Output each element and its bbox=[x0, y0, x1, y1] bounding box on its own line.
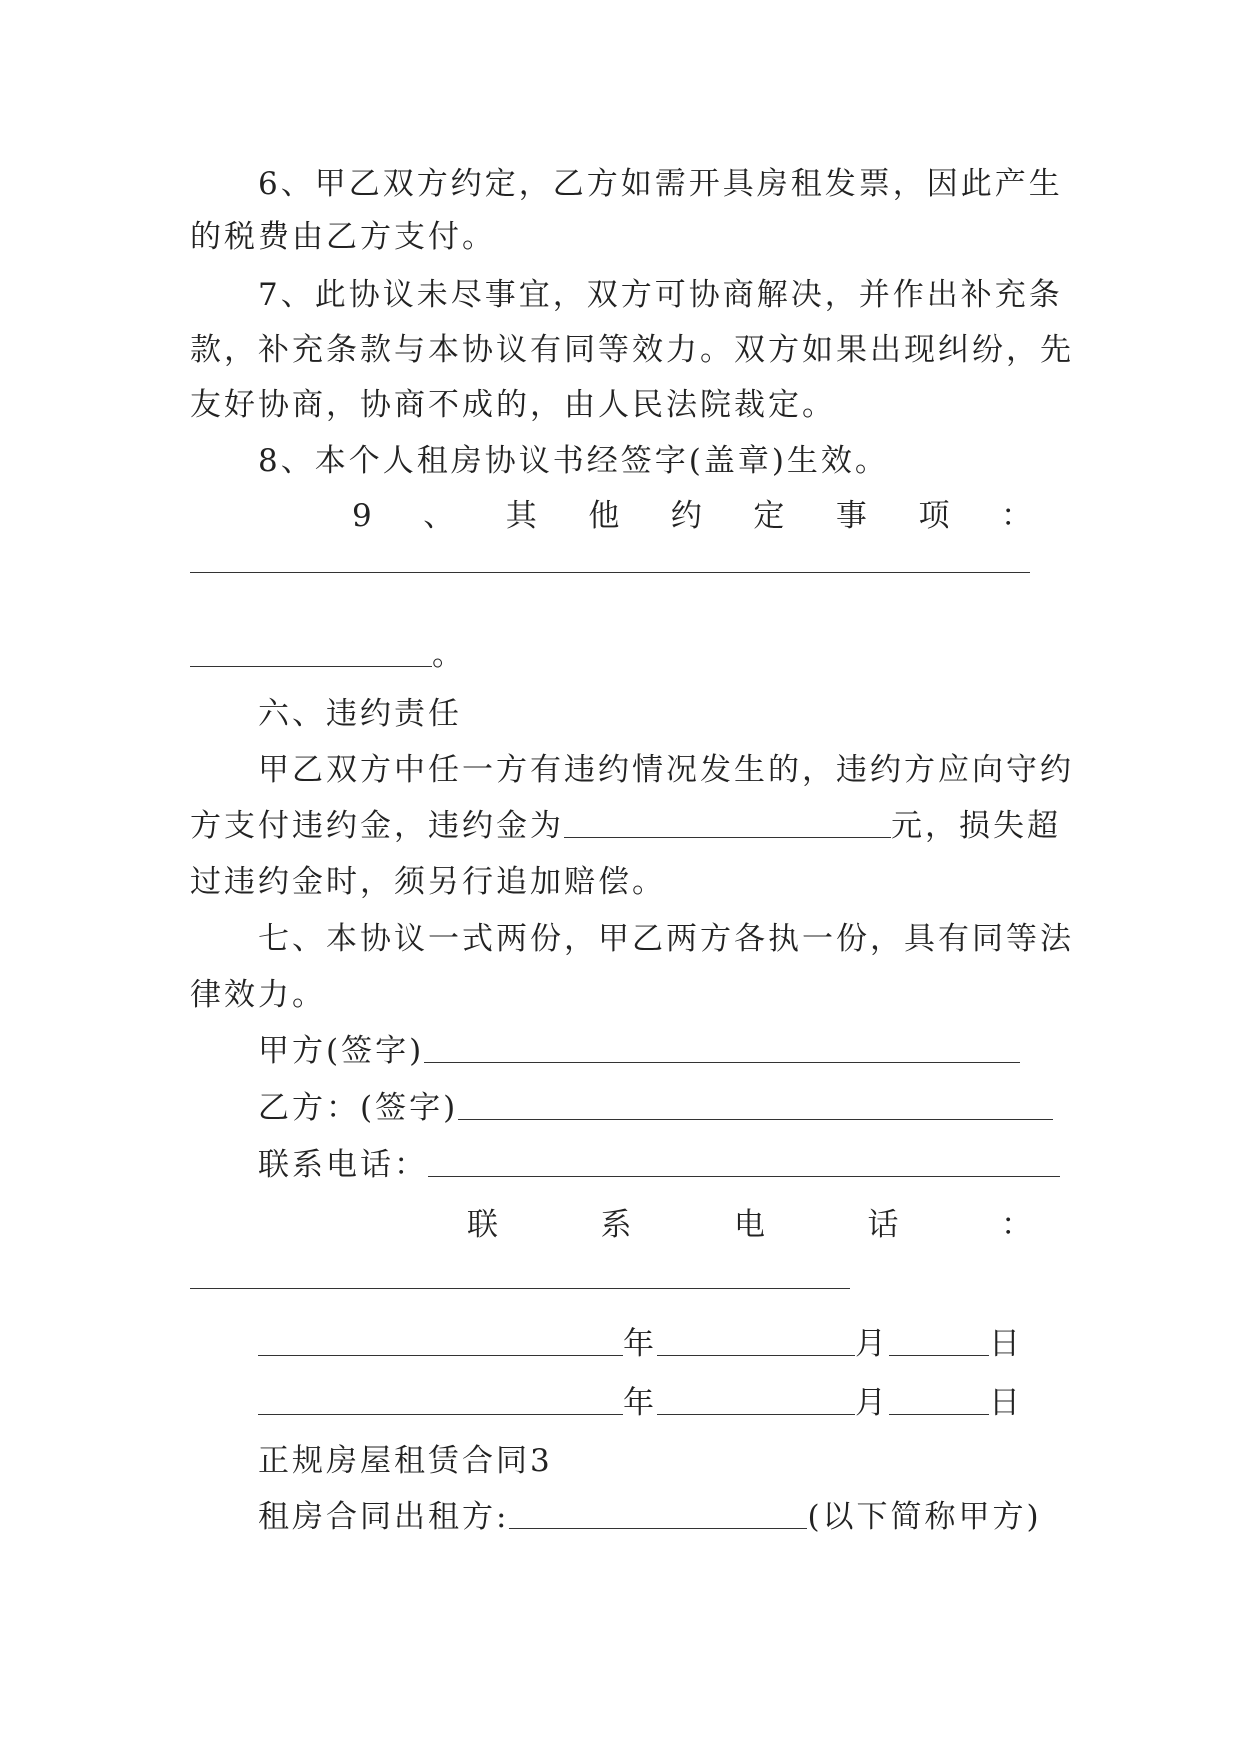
lessor-alias: (以下简称甲方) bbox=[807, 1499, 1042, 1535]
party-a-signature bbox=[258, 1026, 1050, 1076]
party-b-signature-blank bbox=[458, 1083, 1053, 1120]
clause-9-char: 、 bbox=[423, 498, 455, 534]
clause-7-line-2: 款，补充条款与本协议有同等效力。双方如果出现纠纷，先 bbox=[190, 332, 1074, 368]
contact-phone-1-label: 联系电话： bbox=[258, 1147, 428, 1183]
date-2-year-label: 年 bbox=[623, 1385, 657, 1421]
contact-phone-1 bbox=[258, 1140, 1050, 1190]
date-1-month-label: 月 bbox=[855, 1326, 889, 1362]
contact-phone-1-blank bbox=[428, 1140, 1060, 1177]
clause-9-line-2 bbox=[190, 630, 1050, 680]
contact-phone-2-char: 电 bbox=[734, 1207, 765, 1243]
clause-9-blank-line-1 bbox=[190, 572, 1030, 573]
penalty-label: 方支付违约金，违约金为 bbox=[190, 808, 564, 844]
contact-phone-2-char: 联 bbox=[467, 1207, 498, 1243]
date-1-month-blank bbox=[657, 1319, 855, 1356]
date-1-year-label: 年 bbox=[623, 1326, 657, 1362]
party-b-signature bbox=[258, 1083, 1050, 1133]
clause-9-heading bbox=[352, 491, 1032, 541]
lessor-name-blank bbox=[509, 1492, 807, 1529]
date-1-year-blank bbox=[258, 1319, 623, 1356]
clause-9-blank-line-2 bbox=[190, 630, 432, 667]
section-7-line-1: 七、本协议一式两份，甲乙两方各执一份，具有同等法 bbox=[258, 921, 1074, 957]
date-2-month-blank bbox=[657, 1378, 855, 1415]
date-1-day-label: 日 bbox=[989, 1326, 1023, 1362]
clause-8: 8、本个人租房协议书经签字(盖章)生效。 bbox=[258, 443, 889, 479]
date-line-1 bbox=[258, 1319, 1050, 1369]
next-contract-title: 正规房屋租赁合同3 bbox=[258, 1443, 553, 1479]
date-2-day-label: 日 bbox=[989, 1385, 1023, 1421]
clause-7-line-3: 友好协商，协商不成的，由人民法院裁定。 bbox=[190, 387, 836, 423]
clause-9-char: 他 bbox=[588, 498, 620, 534]
party-a-label: 甲方(签字) bbox=[258, 1033, 425, 1069]
section-6-line-3: 过违约金时，须另行追加赔偿。 bbox=[190, 864, 666, 900]
date-2-year-blank bbox=[258, 1378, 623, 1415]
penalty-amount-blank bbox=[564, 801, 891, 838]
section-7-line-2: 律效力。 bbox=[190, 977, 326, 1013]
date-2-day-blank bbox=[889, 1378, 989, 1415]
clause-6-line-2: 的税费由乙方支付。 bbox=[190, 219, 496, 255]
clause-9-char: 9 bbox=[352, 498, 372, 534]
clause-9-char: 约 bbox=[670, 498, 702, 534]
party-a-signature-blank bbox=[424, 1026, 1020, 1063]
clause-9-char: 其 bbox=[505, 498, 537, 534]
clause-9-char: 项 bbox=[918, 498, 950, 534]
clause-7-line-1: 7、此协议未尽事宜，双方可协商解决，并作出补充条 bbox=[258, 277, 1063, 313]
clause-9-char: 定 bbox=[753, 498, 785, 534]
contact-phone-2-blank bbox=[190, 1288, 850, 1289]
party-b-label: 乙方：(签字) bbox=[258, 1090, 459, 1126]
clause-9-char: ： bbox=[1000, 498, 1032, 534]
date-1-day-blank bbox=[889, 1319, 989, 1356]
contact-phone-2-char: ： bbox=[1001, 1207, 1032, 1243]
clause-6-line-1: 6、甲乙双方约定，乙方如需开具房租发票，因此产生 bbox=[258, 166, 1063, 202]
lessor-line bbox=[258, 1492, 1050, 1542]
penalty-unit: 元，损失超 bbox=[891, 808, 1061, 844]
clause-9-char: 事 bbox=[835, 498, 867, 534]
lessor-label: 租房合同出租方: bbox=[258, 1499, 510, 1535]
date-line-2 bbox=[258, 1378, 1050, 1428]
section-6-line-1: 甲乙双方中任一方有违约情况发生的，违约方应向守约 bbox=[258, 752, 1074, 788]
date-2-month-label: 月 bbox=[855, 1385, 889, 1421]
contact-phone-2-char: 话 bbox=[867, 1207, 899, 1243]
section-6-line-2 bbox=[190, 801, 1061, 851]
section-6-title: 六、违约责任 bbox=[258, 696, 462, 732]
clause-9-end-mark: 。 bbox=[432, 637, 466, 673]
contact-phone-2-heading bbox=[467, 1200, 1032, 1250]
contact-phone-2-char: 系 bbox=[600, 1207, 632, 1243]
